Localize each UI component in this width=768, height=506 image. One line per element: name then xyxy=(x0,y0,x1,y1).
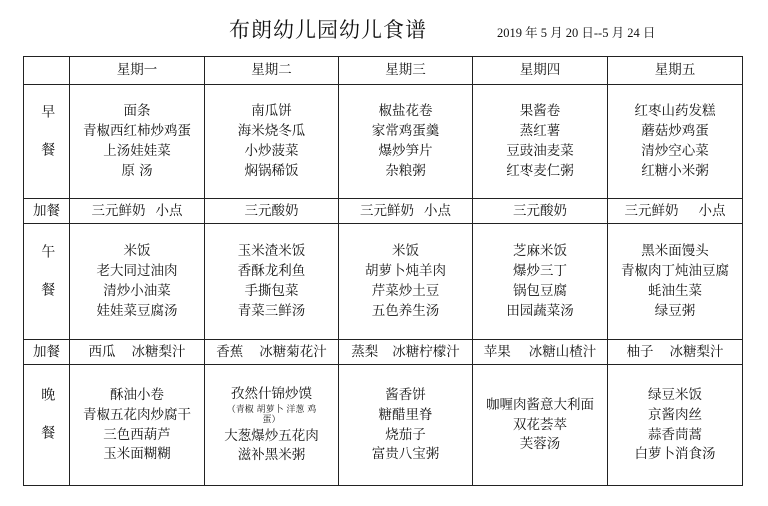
morning-snack-friday xyxy=(608,199,743,224)
dish: 蘑菇炒鸡蛋 xyxy=(641,123,709,140)
morning-snack-thursday xyxy=(473,199,608,224)
dish: 双花荟萃 xyxy=(513,416,567,433)
dish: 青椒西红柿炒鸡蛋 xyxy=(83,123,191,140)
date-range: 2019 年 5 月 20 日--5 月 24 日 xyxy=(497,26,656,40)
dish: 芙蓉汤 xyxy=(519,436,561,453)
snack-item: 冰糖梨汁 xyxy=(669,343,724,360)
dish: 酥油小卷 xyxy=(110,386,164,403)
dish: 玉米渣米饭 xyxy=(237,243,306,260)
dish-ingredients-note-cont: 蛋） xyxy=(262,414,281,425)
lunch-label-cell xyxy=(24,224,70,340)
snack-item: 柚子 xyxy=(626,343,654,360)
morning-snack-tuesday xyxy=(205,199,339,224)
dish: 玉米面糊糊 xyxy=(103,446,171,463)
day-header-tuesday: 星期二 xyxy=(205,57,339,85)
dish: 香酥龙利鱼 xyxy=(237,263,306,280)
dish: 手撕包菜 xyxy=(244,283,299,299)
snack-item: 苹果 xyxy=(483,343,511,360)
lunch-cell-friday xyxy=(608,224,743,340)
afternoon-snack-friday xyxy=(608,340,743,365)
dish: 豆豉油麦菜 xyxy=(506,143,574,159)
snack-item: 小点 xyxy=(424,202,451,219)
snack-item: 冰糖梨汁 xyxy=(131,343,186,360)
dish: 蚝油生菜 xyxy=(648,283,702,299)
snack-item: 三元鲜奶 xyxy=(624,202,679,219)
day-header-wednesday: 星期三 xyxy=(339,57,473,85)
afternoon-snack-thursday xyxy=(473,340,608,365)
snack-item: 小点 xyxy=(698,202,726,219)
morning-snack-wednesday xyxy=(339,199,473,224)
snack-item: 三元鲜奶 xyxy=(360,202,414,219)
snack-item: 三元鲜奶 xyxy=(91,202,146,219)
afternoon-snack-tuesday xyxy=(205,340,339,365)
dish: 爆炒笋片 xyxy=(378,143,433,159)
breakfast-cell-thursday xyxy=(473,85,608,199)
dish: 绿豆米饭 xyxy=(648,386,702,403)
dish: 清炒空心菜 xyxy=(641,143,709,159)
dish: 绿豆粥 xyxy=(654,302,696,319)
dish: 锅包豆腐 xyxy=(513,283,567,299)
lunch-cell-thursday xyxy=(473,224,608,340)
dish: 京酱肉丝 xyxy=(648,406,702,423)
dinner-cell-thursday xyxy=(473,365,608,486)
snack-item: 三元酸奶 xyxy=(244,202,299,219)
dish: 五色养生汤 xyxy=(371,302,440,319)
afternoon-snack-monday xyxy=(70,340,205,365)
snack-item: 三元酸奶 xyxy=(513,202,567,219)
dish: 爆炒三丁 xyxy=(513,263,567,280)
dinner-cell-tuesday xyxy=(205,365,339,486)
dish: 孜然什锦炒馍 xyxy=(231,385,312,402)
dish: 米饭 xyxy=(392,243,419,260)
afternoon-snack-label: 加餐 xyxy=(24,340,70,365)
dish: 滋补黑米粥 xyxy=(237,447,306,464)
morning-snack-monday xyxy=(70,199,205,224)
dish: 黑米面馒头 xyxy=(641,243,709,260)
dish: 红糖小米粥 xyxy=(641,162,709,179)
dish: 胡萝卜炖羊肉 xyxy=(365,263,446,280)
dish: 椒盐花卷 xyxy=(378,103,433,120)
dish: 清炒小油菜 xyxy=(103,283,171,299)
page-title: 布朗幼儿园幼儿食谱 xyxy=(229,18,427,42)
dish: 面条 xyxy=(123,103,151,120)
snack-item: 冰糖山楂汁 xyxy=(528,343,597,360)
dish: 富贵八宝粥 xyxy=(371,446,440,463)
dish: 老大同过油肉 xyxy=(96,263,178,280)
dish: 南瓜饼 xyxy=(251,103,292,120)
dinner-label-cell xyxy=(24,365,70,486)
day-header-monday: 星期一 xyxy=(70,57,205,85)
dish: 上汤娃娃菜 xyxy=(103,143,171,159)
dish: 芝麻米饭 xyxy=(513,243,567,260)
dish: 果酱卷 xyxy=(519,103,561,120)
dish: 田园蔬菜汤 xyxy=(506,302,574,319)
dish: 烧茄子 xyxy=(385,426,426,443)
day-header-friday: 星期五 xyxy=(608,57,743,85)
corner-cell xyxy=(24,57,70,85)
afternoon-snack-wednesday xyxy=(339,340,473,365)
morning-snack-label: 加餐 xyxy=(24,199,70,224)
menu-table xyxy=(23,56,743,486)
dish: 红枣山药发糕 xyxy=(634,103,716,120)
dish: 蒸红薯 xyxy=(519,123,561,140)
dish: 咖喱肉酱意大利面 xyxy=(486,396,594,413)
snack-item: 小点 xyxy=(155,202,183,219)
dinner-cell-friday xyxy=(608,365,743,486)
dish: 焖锅稀饭 xyxy=(244,162,299,179)
day-header-thursday: 星期四 xyxy=(473,57,608,85)
dish: 大葱爆炒五花肉 xyxy=(224,428,319,445)
breakfast-row xyxy=(24,85,743,199)
breakfast-cell-monday xyxy=(70,85,205,199)
lunch-label: 午餐 xyxy=(39,243,56,320)
lunch-cell-wednesday xyxy=(339,224,473,340)
dish: 酱香饼 xyxy=(385,386,426,403)
breakfast-cell-tuesday xyxy=(205,85,339,199)
breakfast-cell-wednesday xyxy=(339,85,473,199)
dinner-label: 晚餐 xyxy=(39,387,56,463)
dish: 糖醋里脊 xyxy=(378,406,433,423)
lunch-row xyxy=(24,224,743,340)
breakfast-cell-friday xyxy=(608,85,743,199)
morning-snack-row xyxy=(24,199,743,224)
afternoon-snack-row xyxy=(24,340,743,365)
dish: 青菜三鲜汤 xyxy=(237,302,306,319)
snack-item: 西瓜 xyxy=(88,343,116,360)
dish: 青椒肉丁炖油豆腐 xyxy=(621,263,729,280)
snack-item: 冰糖菊花汁 xyxy=(259,343,327,360)
dish: 小炒菠菜 xyxy=(244,143,299,159)
dish: 蒜香茼蒿 xyxy=(648,426,702,443)
dish: 三色西葫芦 xyxy=(103,426,171,443)
dish: 红枣麦仁粥 xyxy=(506,162,574,179)
dish: 杂粮粥 xyxy=(385,162,426,179)
snack-item: 蒸梨 xyxy=(351,343,379,360)
lunch-cell-monday xyxy=(70,224,205,340)
dish: 青椒五花肉炒腐干 xyxy=(83,406,191,423)
dish: 海米烧冬瓜 xyxy=(237,123,306,140)
snack-item: 冰糖柠檬汁 xyxy=(392,343,460,360)
dish: 娃娃菜豆腐汤 xyxy=(96,302,178,319)
snack-item: 香蕉 xyxy=(216,343,244,360)
dinner-cell-wednesday xyxy=(339,365,473,486)
dish-ingredients-note: （青椒 胡萝卜 洋葱 鸡 xyxy=(226,404,317,415)
dish: 家常鸡蛋羹 xyxy=(371,123,440,140)
breakfast-label: 早餐 xyxy=(39,103,56,180)
dinner-row xyxy=(24,365,743,486)
dish: 米饭 xyxy=(123,243,151,260)
breakfast-label-cell xyxy=(24,85,70,199)
dinner-cell-monday xyxy=(70,365,205,486)
header-row xyxy=(24,57,743,85)
lunch-cell-tuesday xyxy=(205,224,339,340)
dish: 白萝卜消食汤 xyxy=(634,446,716,463)
dish: 原 汤 xyxy=(121,162,153,179)
dish: 芹菜炒土豆 xyxy=(371,283,440,299)
